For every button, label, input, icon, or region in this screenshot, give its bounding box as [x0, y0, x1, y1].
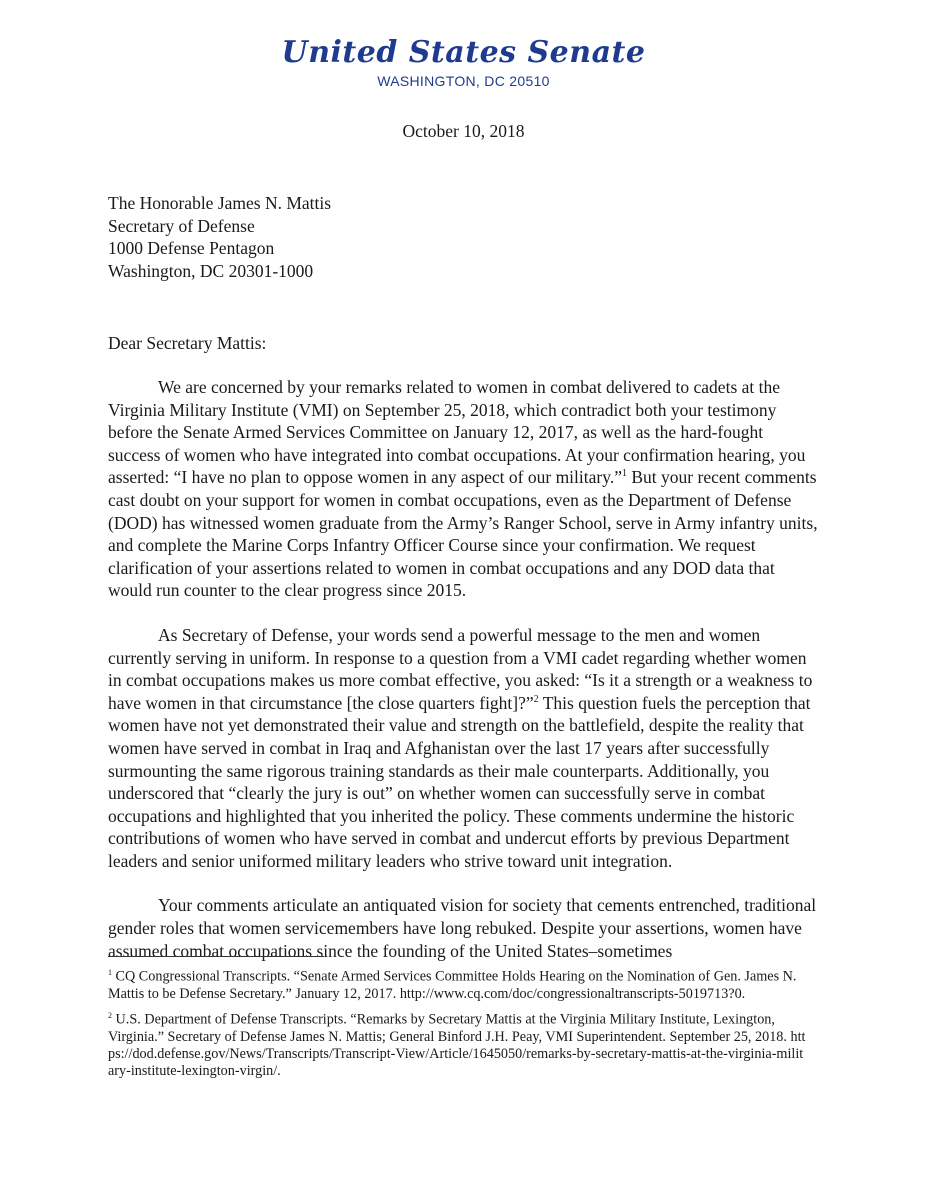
footnote-2-text: U.S. Department of Defense Transcripts. “Remarks by Secretary Mattis at the Virginia Military Institute, Lexington, Virginia.” Secretary of Defense James N. Mattis; General Binford J.H. Peay, VMI Superintendent. September 25, 2018. — [108, 1011, 791, 1046]
footnote-2 — [108, 1007, 808, 1081]
paragraph-2-part-b: This question fuels the perception that women have not yet demonstrated their value and strength on the battlefield, despite the reality that women have served in combat in Iraq and Afghanistan over the last 17 years after successfully surmounting the same rigorous training standards as their male counterparts. Additionally, you underscored that “clearly the jury is out” on whether women can successfully serve in combat occupations and highlighted that you inherited the policy. These comments undermine the historic contributions of women who have served in combat and undercut efforts by previous Department leaders and senior uniformed military leaders who strive toward unit integration. — [108, 692, 811, 871]
footnotes — [108, 964, 808, 1085]
salutation: Dear Secretary Mattis: — [108, 333, 267, 353]
footnote-1 — [108, 964, 808, 1003]
footnote-2-link[interactable]: https://dod.defense.gov/News/Transcripts/Transcript-View/Article/1645050/remarks-by-secretary-mattis-at-the-virginia-military-institute-lexington-virgin/. — [108, 1029, 806, 1080]
paragraph-3: Your comments articulate an antiquated vision for society that cements entrenched, traditional gender roles that women servicemembers have long rebuked. Despite your assertions, women have assumed combat occupations since the founding of the United States–sometimes — [108, 895, 817, 961]
letterhead-title: United States Senate — [281, 35, 646, 70]
recipient-title: Secretary of Defense — [108, 215, 255, 236]
letter-date: October 10, 2018 — [402, 121, 525, 141]
footnote-1-text: CQ Congressional Transcripts. “Senate Armed Services Committee Holds Hearing on the Nomination of Gen. James N. Mattis to be Defense Secretary.” January 12, 2017. — [108, 968, 797, 1002]
footnote-1-number: 1 — [108, 968, 112, 977]
letter-body — [108, 376, 818, 984]
footnote-ref-1: 1 — [622, 468, 627, 480]
paragraph-1-part-a: We are concerned by your remarks related to women in combat delivered to cadets at the Virginia Military Institute (VMI) on September 25, 2018, which contradict both your testimony before the Senate Armed Services Committee on January 12, 2017, as well as the hard-fought success of women who have integrated into combat occupations. At your confirmation hearing, you asserted: “I have no plan to oppose women in any aspect of our military.” — [108, 377, 806, 488]
footnote-divider — [108, 956, 324, 957]
paragraph-1-part-b: But your recent comments cast doubt on your support for women in combat occupations, even as the Department of Defense (DOD) has witnessed women graduate from the Army’s Ranger School, serve in Army infantry units, and complete the Marine Corps Infantry Officer Course since your confirmation. We request clarification of your assertions related to women in combat occupations and any DOD data that would run counter to the clear progress since 2015. — [108, 467, 818, 601]
recipient-name: The Honorable James N. Mattis — [108, 193, 332, 213]
paragraph-1 — [108, 376, 818, 602]
recipient-address — [108, 192, 331, 282]
recipient-city: Washington, DC 20301-1000 — [108, 260, 314, 281]
letterhead — [0, 36, 927, 90]
paragraph-2 — [108, 624, 818, 873]
footnote-2-number: 2 — [108, 1011, 112, 1021]
recipient-street: 1000 Defense Pentagon — [108, 238, 275, 258]
letterhead-location: WASHINGTON, DC 20510 — [377, 73, 550, 89]
footnote-1-link[interactable]: http://www.cq.com/doc/congressionaltranscripts-5019713?0. — [399, 985, 746, 1002]
paragraph-2-part-a: As Secretary of Defense, your words send a powerful message to the men and women currently serving in uniform. In response to a question from a VMI cadet regarding whether women in combat occupations makes us more combat effective, you asked: “Is it a strength or a weakness to have women in that circumstance [the close quarters fight]?” — [108, 624, 813, 713]
footnote-ref-2: 2 — [533, 693, 539, 705]
